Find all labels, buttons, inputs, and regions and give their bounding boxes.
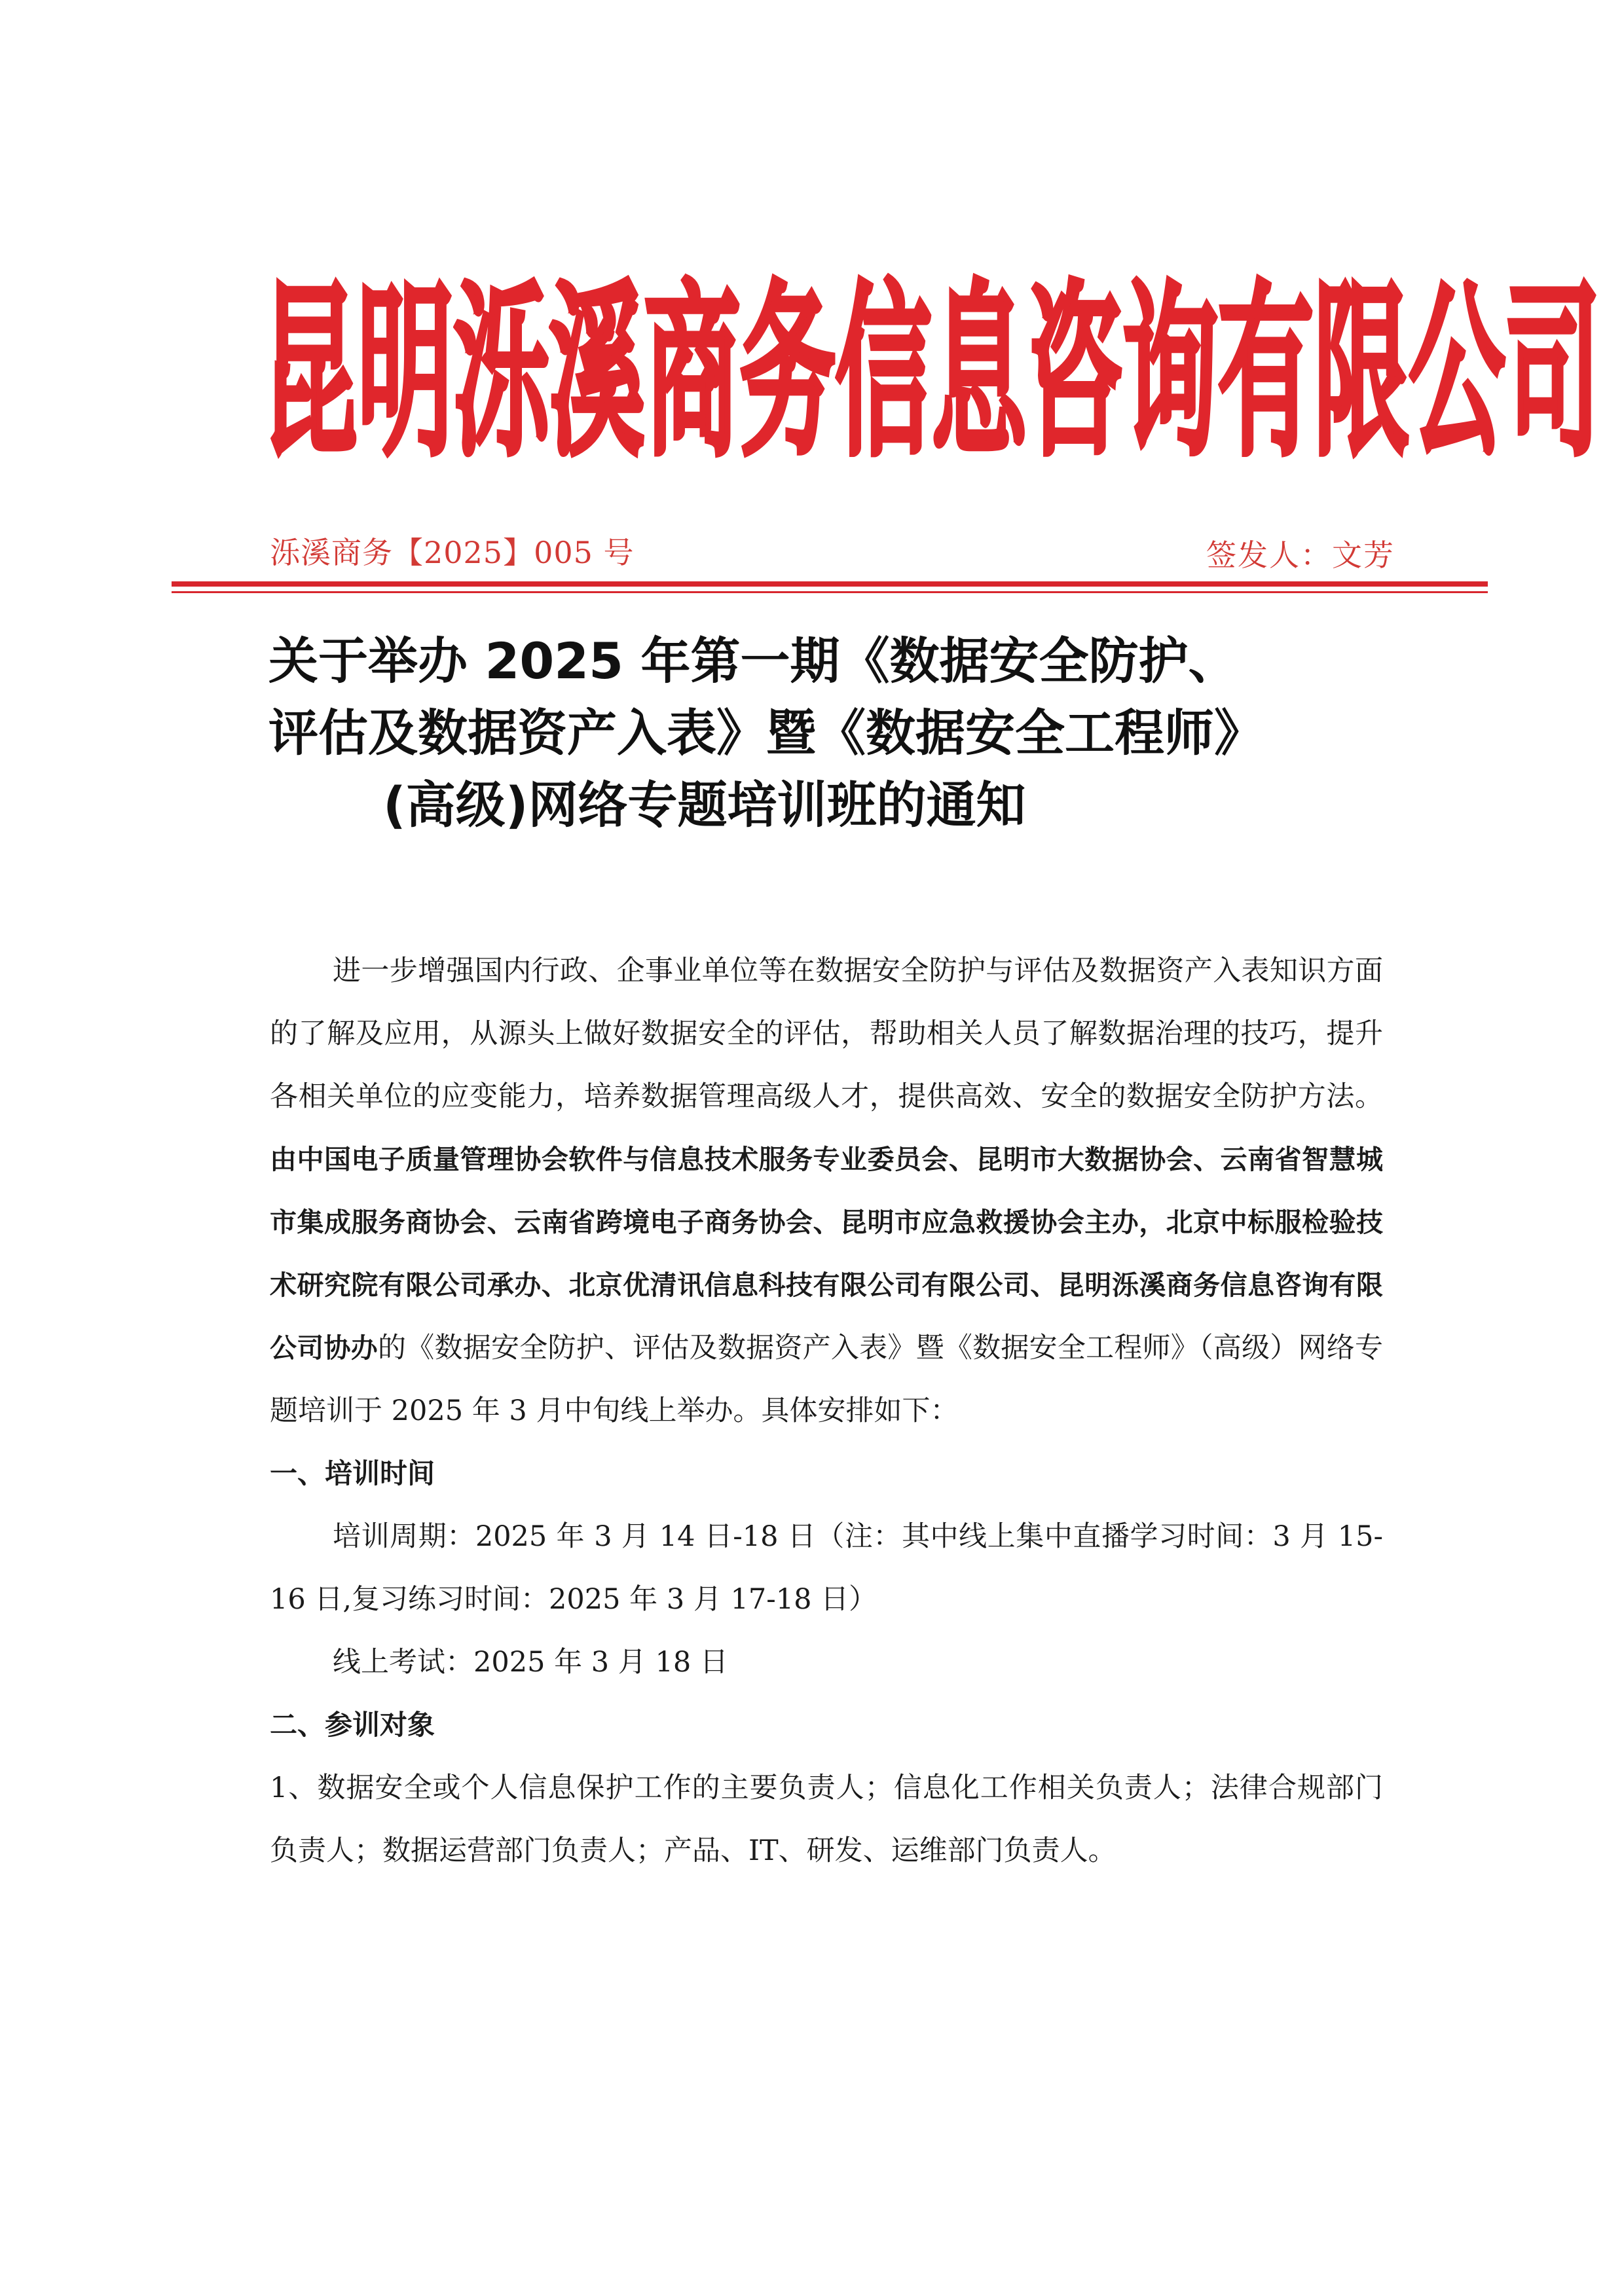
title-line-2: 评估及数据资产入表》暨《数据安全工程师》 (268, 704, 1264, 762)
company-letterhead (262, 262, 1600, 484)
training-period: 培训周期：2025 年 3 月 14 日-18 日（注：其中线上集中直播学习时间：3 月 15-16 日,复习练习时间：2025 年 3 月 17-18 日） (270, 1520, 1383, 1616)
letterhead-char: 商 (644, 264, 740, 482)
notice-body (270, 939, 1383, 1882)
participants-item-1: 1、数据安全或个人信息保护工作的主要负责人；信息化工作相关负责人；法律合规部门负责人；数据运营部门负责人；产品、IT、研发、运维部门负责人。 (270, 1772, 1383, 1867)
section-heading-participants: 二、参训对象 (270, 1709, 435, 1741)
title-line-1: 关于举办 2025 年第一期《数据安全防护、 (268, 632, 1238, 690)
letterhead-char: 限 (1314, 264, 1409, 482)
letterhead-char: 泺 (453, 264, 549, 482)
header-rule-thin (172, 591, 1488, 593)
section-heading-training-time: 一、培训时间 (270, 1457, 435, 1489)
letterhead-char: 司 (1505, 264, 1600, 482)
header-rule-thick (172, 581, 1488, 587)
intro-paragraph (270, 939, 1383, 1442)
intro-tail: 的《数据安全防护、评估及数据资产入表》暨《数据安全工程师》（高级）网络专题培训于 2025 年 3 月中旬线上举办。具体安排如下： (270, 1332, 1384, 1427)
letterhead-char: 明 (358, 264, 453, 482)
letterhead-char: 有 (1218, 264, 1314, 482)
letterhead-char: 息 (931, 264, 1027, 482)
intro-text: 进一步增强国内行政、企事业单位等在数据安全防护与评估及数据资产入表知识方面的了解及应用，从源头上做好数据安全的评估，帮助相关人员了解数据治理的技巧，提升各相关单位的应变能力，培养数据管理高级人才，提供高效、安全的数据安全防护方法。 (270, 955, 1383, 1113)
letterhead-char: 溪 (549, 264, 644, 482)
letterhead-char: 公 (1409, 264, 1505, 482)
organizers-text: 由中国电子质量管理协会软件与信息技术服务专业委员会、昆明市大数据协会、云南省智慧城市集成服务商协会、云南省跨境电子商务协会、昆明市应急救援协会主办，北京中标服检验技术研究院有限公司承办、北京优清讯信息科技有限公司有限公司、昆明泺溪商务信息咨询有限公司协办 (270, 1144, 1383, 1364)
letterhead-char: 咨 (1027, 264, 1122, 482)
letterhead-char: 询 (1122, 264, 1218, 482)
letterhead-char: 信 (836, 264, 931, 482)
online-exam: 线上考试：2025 年 3 月 18 日 (333, 1646, 728, 1679)
letterhead-char: 务 (740, 264, 836, 482)
title-line-3: (高级)网络专题培训班的通知 (383, 776, 1026, 834)
letterhead-char: 昆 (262, 264, 358, 482)
notice-title (268, 625, 1421, 841)
signer: 签发人：文芳 (1206, 538, 1395, 573)
document-number: 泺溪商务【2025】005 号 (270, 535, 635, 570)
